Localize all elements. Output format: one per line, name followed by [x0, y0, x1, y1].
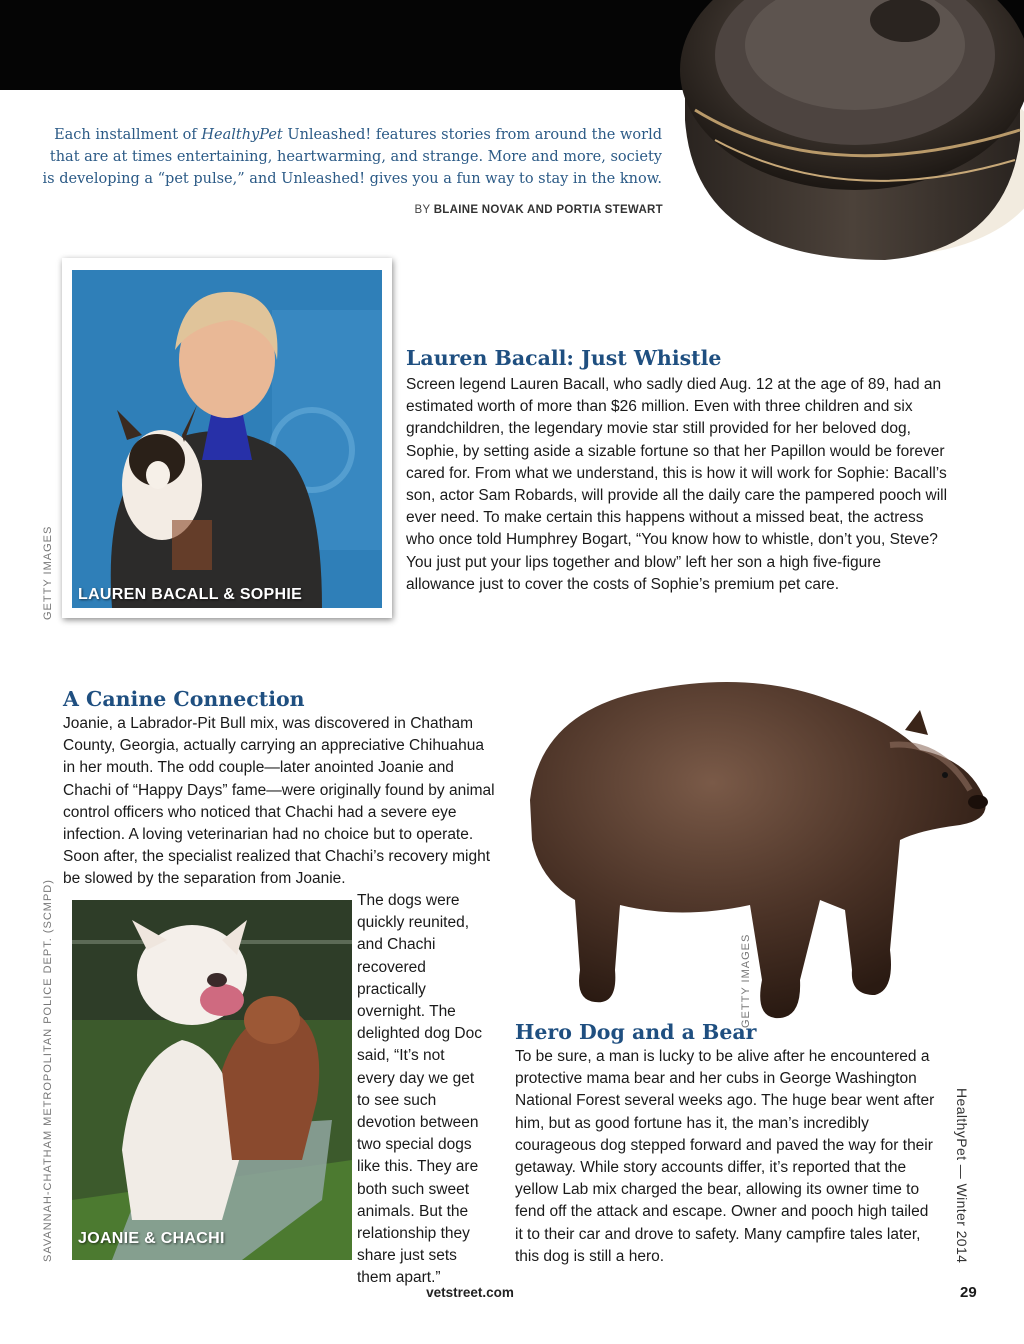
- story-title-bacall: Lauren Bacall: Just Whistle: [406, 346, 722, 370]
- story-body-bear: To be sure, a man is lucky to be alive after he encountered a protective mama bear and her cubs in George Washington National Forest several weeks ago. The huge bear went after him, but as good fortune has it, the man’s incredibly courageous dog stepped forward and paved the way for their getaway. While story accounts differ, it’s reported that the yellow Lab mix charged the bear, allowing its owner time to fend off the attack and escape. Owner and pooch high tailed it to their car and drove to safety. Many campfire tales later, this dog is still a hero.: [515, 1048, 935, 1265]
- story-body-canine-side: The dogs were quickly reunited, and Chachi recovered practically overnight. The delighted dog Doc said, “It’s not every day we get to see such devotion between two special dogs like this. They are both such sweet animals. But the relationship they share just sets them apart.”: [357, 892, 482, 1287]
- byline-authors: BLAINE NOVAK AND PORTIA STEWART: [433, 204, 663, 216]
- story-body-canine-top: Joanie, a Labrador-Pit Bull mix, was discovered in Chatham County, Georgia, actually carrying an appreciative Chihuahua in her mouth. The odd couple—later anointed Joanie and Chachi of “Happy Days” fame—were originally found by animal control officers who noticed that Chachi had a severe eye infection. A loving veterinarian had no choice but to operate. Soon after, the specialist realized that Chachi’s recovery might be slowed by the separation from Joanie.: [63, 715, 495, 888]
- bacall-photo: [72, 270, 382, 608]
- footer-url[interactable]: vetstreet.com: [426, 1285, 514, 1300]
- intro-paragraph: Each installment of HealthyPet Unleashed! features stories from around the world that are at times entertaining, heartwarming, and strange. More and more, society is developing a “pet pulse,” and Unleashed! gives you a fun way to stay in the know.: [42, 127, 662, 187]
- story-canine-connection: [63, 687, 498, 891]
- bacall-photo-frame: [62, 258, 392, 618]
- joanie-photo-caption: JOANIE & CHACHI: [78, 1230, 225, 1247]
- story-title-canine: A Canine Connection: [63, 687, 305, 711]
- story-body-canine-side-column: [357, 890, 485, 1290]
- joanie-photo-credit: SAVANNAH-CHATHAM METROPOLITAN POLICE DEPT. (SCMPD): [42, 879, 54, 1262]
- bacall-photo-credit: GETTY IMAGES: [42, 525, 54, 620]
- page-number: 29: [960, 1284, 977, 1301]
- bacall-photo-caption: LAUREN BACALL & SOPHIE: [78, 586, 303, 603]
- byline: BY BLAINE NOVAK AND PORTIA STEWART: [414, 204, 663, 216]
- brand-name: HealthyPet: [201, 127, 283, 143]
- story-title-bear: Hero Dog and a Bear: [515, 1020, 757, 1044]
- running-head: HealthyPet — Winter 2014: [954, 1088, 970, 1264]
- joanie-chachi-photo: [72, 900, 352, 1260]
- story-body-bacall: Screen legend Lauren Bacall, who sadly died Aug. 12 at the age of 89, had an estimated worth of more than $26 million. Even with three children and six grandchildren, the legendary movie star still provided for her beloved dog, Sophie, by setting aside a sizable fortune so that her Papillon would be forever cared for. From what we understand, this is how it will work for Sophie: Bacall’s son, actor Sam Robards, will provide all the daily care the pampered pooch will ever need. To make certain this happens without a missed beat, the actress who once told Humphrey Bogart, “You know how to whistle, don’t you, Steve? You just put your lips together and blow” left her son a high five-figure allowance just to cover the costs of Sophie’s premium pet care.: [406, 376, 948, 593]
- bear-photo-credit: GETTY IMAGES: [740, 933, 752, 1028]
- coffee-cup-image: [625, 0, 1024, 270]
- joanie-photo-frame: [62, 890, 352, 1260]
- story-hero-dog-bear: [515, 1020, 940, 1268]
- story-lauren-bacall: [406, 346, 951, 596]
